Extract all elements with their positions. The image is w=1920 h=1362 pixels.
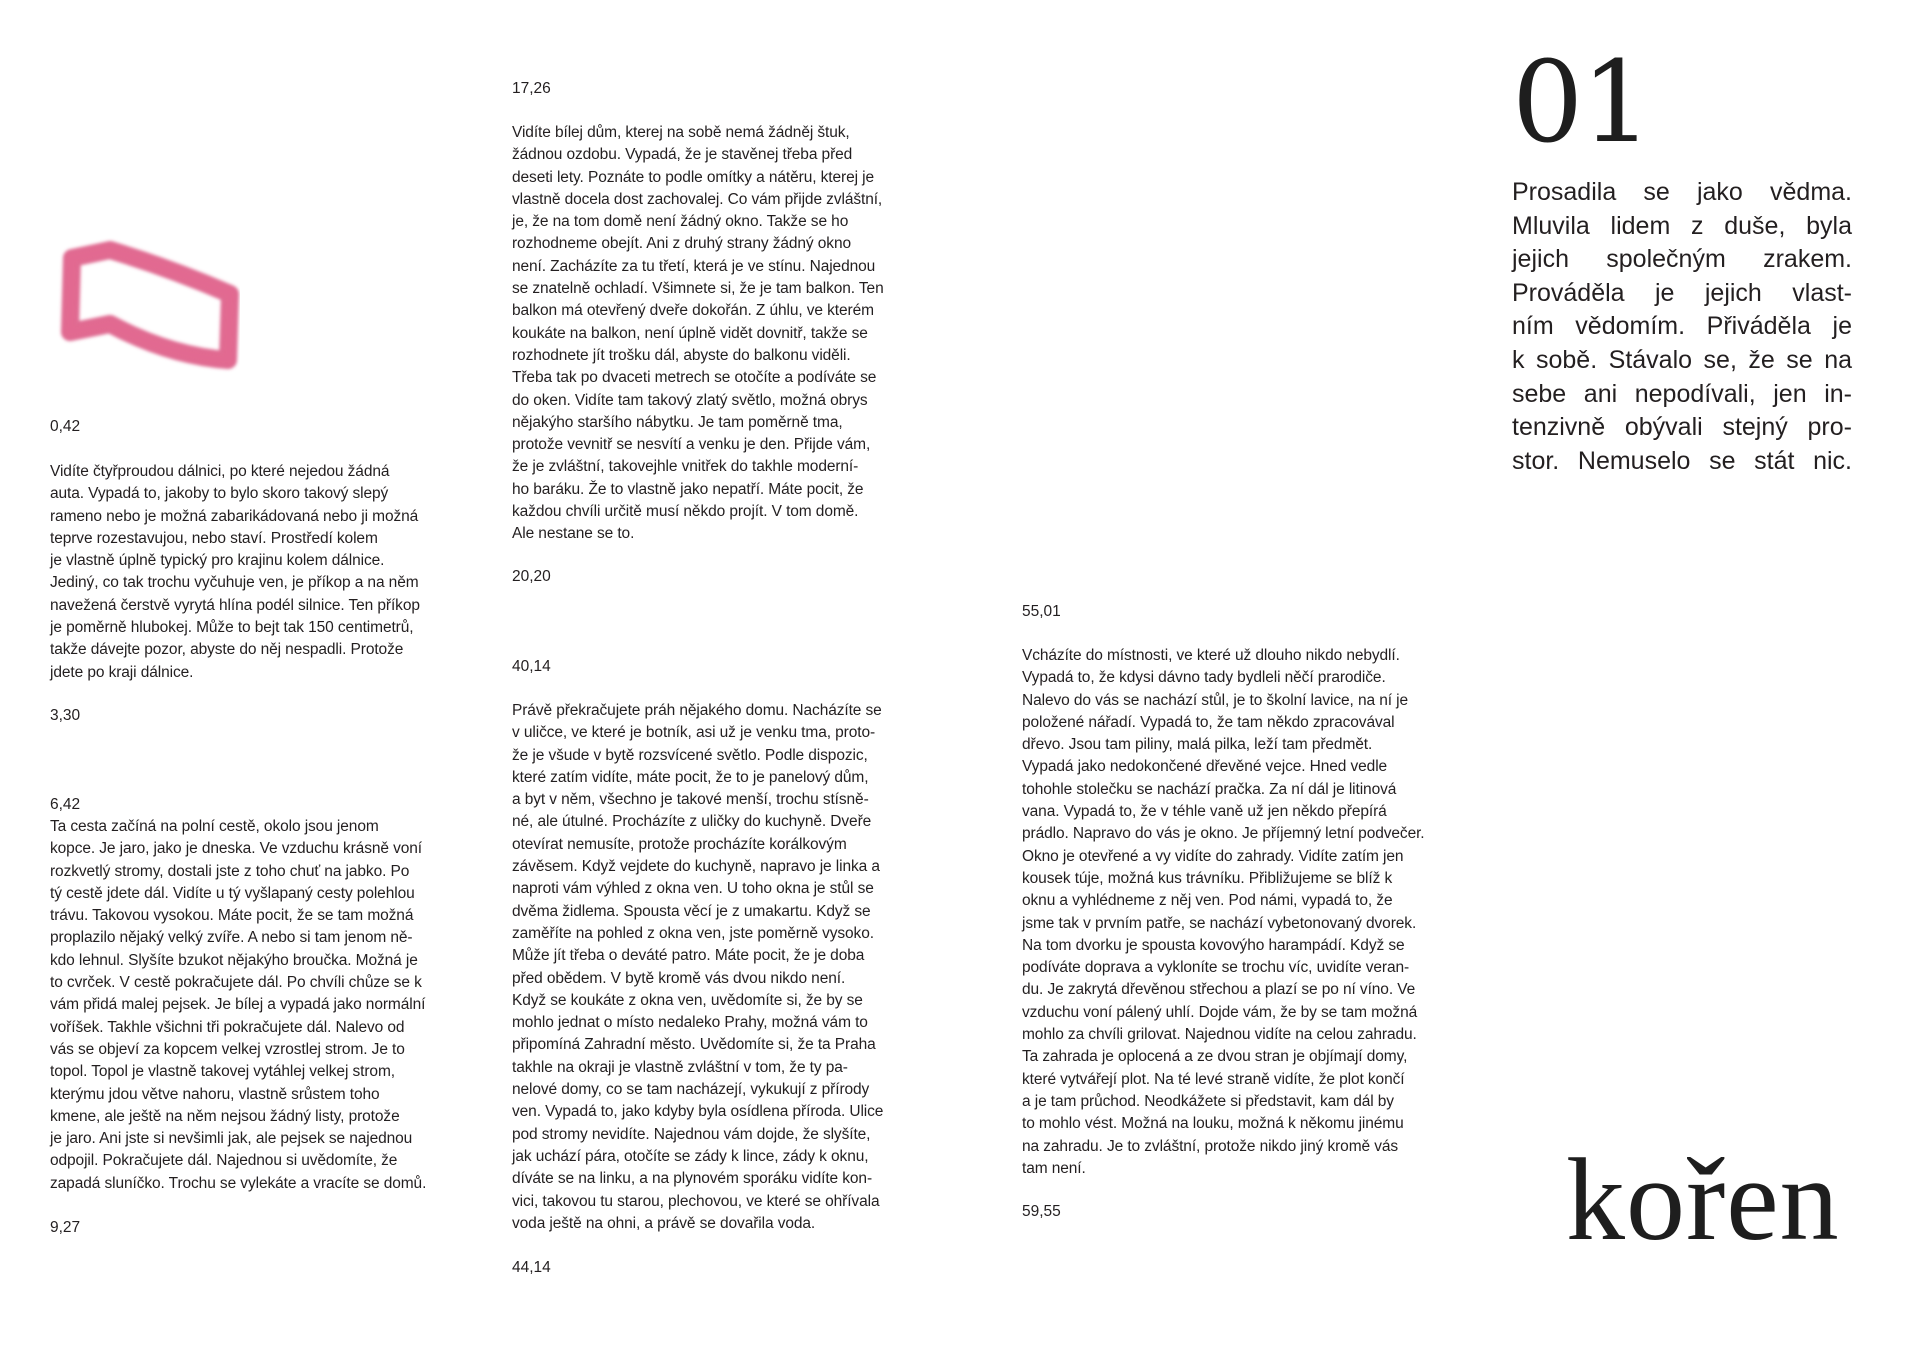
text-line: trávu. Takovou vysokou. Máte pocit, že se tam možná	[50, 907, 414, 925]
timestamp-start: 6,42	[50, 796, 81, 813]
text-line: oknu a vyhlédneme z něj ven. Pod námi, vypadá to, že	[1022, 892, 1393, 910]
intro-line: Prosadila se jako vědma.	[1512, 178, 1852, 206]
text-line: teprve rozestavujou, nebo staví. Prostředí kolem	[50, 529, 378, 547]
timestamp-end: 59,55	[1022, 1203, 1061, 1220]
text-line: Vidíte bílej dům, kterej na sobě nemá žádněj štuk,	[512, 124, 850, 141]
text-line: rozhodnete jít trošku dál, abyste do balkonu viděli.	[512, 346, 851, 364]
timestamp-end: 44,14	[512, 1259, 551, 1276]
text-line: Vypadá jako nedokončené dřevěné vejce. Hned vedle	[1022, 758, 1388, 776]
timestamp-end: 3,30	[50, 707, 81, 724]
text-line: odpojil. Pokračujete dál. Najednou si uvědomíte, že	[50, 1152, 398, 1170]
section-text	[512, 700, 883, 1235]
text-line: jsme tak v prvním patře, se nachází vybetonovaný dvorek.	[1022, 914, 1417, 932]
text-line: žádnou ozdobu. Vypadá, že je stavěnej třeba před	[512, 146, 853, 164]
timestamp-start: 55,01	[1022, 603, 1061, 620]
text-line: Na tom dvorku je spousta kovovýho harampádí. Když se	[1022, 936, 1405, 954]
text-line: Okno je otevřené a vy vidíte do zahrady. Vidíte zatím jen	[1022, 847, 1404, 865]
intro-line: k sobě. Stávalo se, že se na	[1512, 345, 1852, 374]
text-line: jak uchází pára, otočíte se zády k lince, zády k oknu,	[512, 1147, 869, 1165]
text-line: naproti vám výhled z okna ven. U toho okna je stůl se	[512, 880, 874, 898]
text-line: a byt v něm, všechno je takové menší, trochu stísně-	[512, 791, 869, 809]
intro-line: ním vědomím. Přiváděla je	[1512, 312, 1852, 341]
text-line: položené nářadí. Vypadá to, že tam někdo zpracovával	[1022, 713, 1395, 731]
text-line: každou chvíli určitě musí někdo projít. V tom domě.	[512, 503, 859, 521]
text-line: prádlo. Napravo do vás je okno. Je příjemný letní podvečer.	[1022, 825, 1425, 843]
text-line: na zahradu. Je to zvláštní, protože nikdo jiný kromě vás	[1022, 1137, 1399, 1155]
text-line: Právě překračujete práh nějakého domu. Nacházíte se	[512, 702, 882, 719]
timestamp-start: 17,26	[512, 80, 551, 97]
text-line: vzduchu voní pálený uhlí. Dojde vám, že by se tam možná	[1022, 1003, 1418, 1021]
text-line: do oken. Vidíte tam takový zlatý světlo, možná obrys	[512, 391, 868, 409]
intro-line: tenzivně obývali stejný pro-	[1512, 413, 1852, 442]
text-line: voříšek. Takhle všichni tři pokračujete dál. Nalevo od	[50, 1018, 405, 1036]
text-line: né, ale útulné. Procházíte z uličky do kuchyně. Dveře	[512, 813, 872, 831]
text-line: deseti lety. Poznáte to podle omítky a nátěru, kterej je	[512, 168, 875, 186]
text-line: Když se koukáte z okna ven, uvědomíte si, že by se	[512, 991, 863, 1009]
text-line: ho baráku. Že to vlastně jako nepatří. Máte pocit, že	[512, 480, 864, 498]
text-line: závěsem. Když vejdete do kuchyně, napravo je linka a	[512, 858, 880, 876]
text-line: podíváte doprava a vykloníte se trochu víc, uvidíte veran-	[1022, 959, 1410, 977]
text-line: koukáte na balkon, není úplně vidět dovnitř, takže se	[512, 324, 868, 342]
text-line: kopce. Je jaro, jako je dneska. Ve vzduchu krásně voní	[50, 840, 422, 858]
section-text	[50, 816, 426, 1195]
text-line: topol. Topol je vlastně takovej vytáhlej velkej strom,	[50, 1063, 395, 1081]
text-line: není. Zacházíte za tu třetí, která je ve stínu. Najednou	[512, 257, 876, 275]
chapter-number: 01	[1512, 38, 1651, 168]
text-line: že je zvláštní, takovejhle vnitřek do takhle moderní-	[512, 458, 859, 476]
timestamp-start: 40,14	[512, 658, 551, 675]
text-line: dvěma židlema. Spousta věcí je z umakartu. Když se	[512, 902, 871, 920]
text-line: připomíná Zahradní město. Uvědomíte si, že ta Praha	[512, 1036, 876, 1054]
timestamp-end: 20,20	[512, 568, 551, 585]
text-line: kousek túje, možná kus trávníku. Přibližujeme se blíž k	[1022, 869, 1393, 887]
text-line: takže dávejte pozor, abyste do něj nespadli. Protože	[50, 641, 404, 659]
text-line: zaměříte na pohled z okna ven, jste poměrně vysoko.	[512, 924, 874, 942]
text-line: dřevo. Jsou tam piliny, malá pilka, leží tam předmět.	[1022, 736, 1373, 754]
intro-line: stor. Nemuselo se stát nic.	[1512, 446, 1852, 475]
text-line: je jaro. Ani jste si nevšimli jak, ale pejsek se najednou	[50, 1130, 413, 1148]
text-line: Jediný, co tak trochu vyčuhuje ven, je příkop a na něm	[50, 574, 419, 592]
text-line: auta. Vypadá to, jakoby to bylo skoro takový slepý	[50, 485, 389, 503]
text-line: tý cestě jdete dál. Vidíte u tý vyšlapaný cesty polehlou	[50, 884, 415, 902]
text-line: tam není.	[1022, 1159, 1086, 1177]
text-line: v uličce, ve které je botník, asi už je venku tma, proto-	[512, 724, 876, 742]
text-line: a je tam průchod. Neodkážete si představit, kam dál by	[1022, 1092, 1394, 1110]
section-text	[512, 122, 884, 546]
text-line: Může jít třeba o deváté patro. Máte pocit, že je doba	[512, 947, 865, 965]
text-line: vlastně docela dost zachovalej. Co vám přijde zvláštní,	[512, 190, 883, 208]
text-line: Ta zahrada je oplocená a ze dvou stran je objímají domy,	[1022, 1048, 1408, 1066]
text-line: Vcházíte do místnosti, ve které už dlouho nikdo nebydlí.	[1022, 647, 1400, 664]
text-line: mohlo jednat o místo nedaleko Prahy, možná vám to	[512, 1014, 868, 1032]
text-line: které vytvářejí plot. Na té levé straně vidíte, že plot končí	[1022, 1070, 1405, 1088]
text-line: je, že na tom domě není žádný okno. Takže se ho	[512, 213, 849, 231]
text-line: které zatím vidíte, máte pocit, že to je panelový dům,	[512, 768, 869, 786]
text-line: Ale nestane se to.	[512, 525, 635, 543]
text-line: se znatelně ochladí. Všimnete si, že je tam balkon. Ten	[512, 280, 884, 298]
text-line: vana. Vypadá to, že v téhle vaně už jen někdo přepírá	[1022, 803, 1387, 821]
text-line: že je všude v bytě rozsvícené světlo. Podle dispozic,	[512, 746, 868, 764]
text-line: nějakýho staršího nábytku. Je tam poměrně tma,	[512, 413, 843, 431]
text-line: to mohlo vést. Možná na louku, možná k někomu jinému	[1022, 1115, 1404, 1133]
text-line: rameno nebo je možná zabarikádovaná nebo ji možná	[50, 507, 419, 525]
text-line: balkon má otevřený dveře dokořán. Z úhlu, ve kterém	[512, 302, 874, 320]
text-line: před obědem. V bytě kromě vás dvou nikdo není.	[512, 969, 846, 987]
section-text	[50, 461, 420, 684]
intro-line: Mluvila lidem z duše, byla	[1512, 211, 1852, 240]
text-line: proplazilo nějaký velký zvíře. A nebo si tam jenom ně-	[50, 929, 413, 947]
text-line: vás se objeví za kopcem velkej vzrostlej strom. Je to	[50, 1040, 405, 1058]
text-line: nelové domy, co se tam nacházejí, vykukují z přírody	[512, 1081, 870, 1099]
text-line: Ta cesta začíná na polní cestě, okolo jsou jenom	[50, 818, 379, 835]
text-line: Vidíte čtyřproudou dálnici, po které nejedou žádná	[50, 463, 390, 480]
text-line: vici, takovou tu starou, plechovou, ve které se ohřívala	[512, 1192, 880, 1210]
timestamp-end: 9,27	[50, 1219, 81, 1236]
section-text	[1022, 645, 1425, 1180]
text-line: navežená čerstvě vyrytá hlína podél silnice. Ten příkop	[50, 596, 420, 614]
text-line: vám přidá malej pejsek. Je bílej a vypadá jako normální	[50, 996, 426, 1014]
text-line: pod stromy nevidíte. Najednou vám dojde, že slyšíte,	[512, 1125, 871, 1143]
text-line: takhle na okraji je vlastně zvláštní v tom, že ty pa-	[512, 1058, 848, 1076]
watercolor-frame-illustration	[50, 228, 240, 378]
text-line: otevírat nemusíte, protože procházíte korálkovým	[512, 835, 847, 853]
text-line: Třeba tak po dvaceti metrech se otočíte a podíváte se	[512, 369, 877, 387]
text-line: Vypadá to, že kdysi dávno tady bydleli něčí prarodiče.	[1022, 669, 1386, 687]
intro-paragraph	[1512, 176, 1852, 478]
text-line: rozhodneme obejít. Ani z druhý strany žádný okno	[512, 235, 851, 253]
text-line: tohohle stolečku se nachází pračka. Za ní dál je litinová	[1022, 780, 1397, 798]
text-line: kterýmu jdou větve nahoru, vlastně srůstem toho	[50, 1085, 380, 1103]
timestamp-start: 0,42	[50, 418, 81, 435]
text-line: du. Je zakrytá dřevěnou střechou a plazí se po ní víno. Ve	[1022, 981, 1416, 999]
text-line: jdete po kraji dálnice.	[50, 663, 194, 681]
koren-wordmark: kořen	[1566, 1134, 1840, 1265]
text-line: ven. Vypadá to, jako kdyby byla osídlena příroda. Ulice	[512, 1103, 884, 1121]
text-line: je poměrně hlubokej. Může to bejt tak 150 centimetrů,	[50, 619, 414, 637]
text-line: to cvrček. V cestě pokračujete dál. Po chvíli chůze se k	[50, 974, 422, 992]
text-line: rozkvetlý stromy, dostali jste z toho chuť na jabko. Po	[50, 862, 410, 880]
intro-line: Prováděla je jejich vlast-	[1512, 278, 1852, 307]
text-line: kdo lehnul. Slyšíte bzukot nějakýho broučka. Možná je	[50, 951, 418, 969]
intro-line: sebe ani nepodívali, jen in-	[1512, 379, 1852, 408]
text-line: mohlo za chvíli grilovat. Najednou vidíte na celou zahradu.	[1022, 1026, 1417, 1044]
text-line: kmene, ale ještě na něm nejsou žádný listy, protože	[50, 1107, 400, 1125]
text-line: zapadá sluníčko. Trochu se vylekáte a vracíte se domů.	[50, 1174, 427, 1192]
text-line: je vlastně úplně typický pro krajinu kolem dálnice.	[50, 552, 385, 570]
text-line: Nalevo do vás se nachází stůl, je to školní lavice, na ní je	[1022, 691, 1409, 709]
text-line: díváte se na linku, a na plynovém sporáku vidíte kon-	[512, 1170, 873, 1188]
text-line: protože vevnitř se nesvítí a venku je den. Přijde vám,	[512, 436, 871, 454]
text-line: voda ještě na ohni, a právě se dovařila voda.	[512, 1214, 816, 1232]
intro-line: jejich společným zrakem.	[1512, 245, 1852, 274]
